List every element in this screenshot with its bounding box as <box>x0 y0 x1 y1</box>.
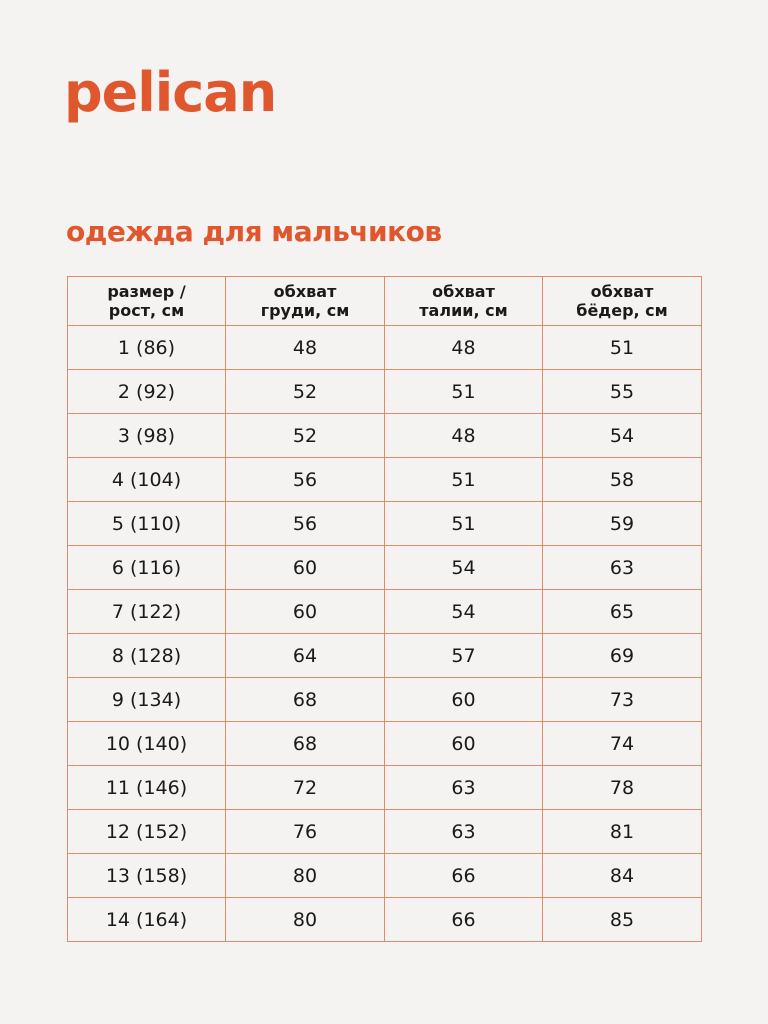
cell-size-height: 13 (158) <box>68 854 226 898</box>
table-row <box>68 634 702 678</box>
cell-waist: 54 <box>385 546 543 590</box>
cell-size-height: 8 (128) <box>68 634 226 678</box>
cell-hips: 78 <box>543 766 702 810</box>
cell-hips: 73 <box>543 678 702 722</box>
cell-waist: 60 <box>385 678 543 722</box>
table-row <box>68 590 702 634</box>
cell-size-height: 3 (98) <box>68 414 226 458</box>
cell-hips: 63 <box>543 546 702 590</box>
cell-hips: 81 <box>543 810 702 854</box>
table-row <box>68 854 702 898</box>
cell-chest: 48 <box>226 326 385 370</box>
cell-hips: 54 <box>543 414 702 458</box>
cell-waist: 60 <box>385 722 543 766</box>
cell-chest: 80 <box>226 898 385 942</box>
cell-size-height: 11 (146) <box>68 766 226 810</box>
table-row <box>68 458 702 502</box>
header-waist <box>385 277 543 326</box>
header-line: размер / <box>107 282 186 301</box>
table-row <box>68 898 702 942</box>
cell-hips: 65 <box>543 590 702 634</box>
cell-size-height: 9 (134) <box>68 678 226 722</box>
cell-hips: 74 <box>543 722 702 766</box>
cell-hips: 59 <box>543 502 702 546</box>
table-row <box>68 810 702 854</box>
cell-waist: 66 <box>385 854 543 898</box>
cell-hips: 51 <box>543 326 702 370</box>
cell-hips: 84 <box>543 854 702 898</box>
table-row <box>68 678 702 722</box>
table-row <box>68 722 702 766</box>
cell-waist: 48 <box>385 326 543 370</box>
cell-waist: 57 <box>385 634 543 678</box>
cell-waist: 51 <box>385 502 543 546</box>
header-line: обхват <box>273 282 337 301</box>
cell-chest: 60 <box>226 590 385 634</box>
cell-chest: 56 <box>226 502 385 546</box>
header-size-height <box>68 277 226 326</box>
cell-size-height: 5 (110) <box>68 502 226 546</box>
cell-chest: 64 <box>226 634 385 678</box>
table-row <box>68 326 702 370</box>
cell-chest: 68 <box>226 722 385 766</box>
cell-waist: 54 <box>385 590 543 634</box>
header-line: талии, см <box>419 301 508 320</box>
cell-size-height: 4 (104) <box>68 458 226 502</box>
cell-size-height: 2 (92) <box>68 370 226 414</box>
cell-chest: 52 <box>226 370 385 414</box>
cell-size-height: 7 (122) <box>68 590 226 634</box>
cell-size-height: 1 (86) <box>68 326 226 370</box>
table-header-row <box>68 277 702 326</box>
cell-chest: 76 <box>226 810 385 854</box>
cell-hips: 85 <box>543 898 702 942</box>
cell-waist: 51 <box>385 370 543 414</box>
table-row <box>68 370 702 414</box>
header-line: обхват <box>590 282 654 301</box>
section-title: одежда для мальчиков <box>66 215 442 248</box>
cell-waist: 51 <box>385 458 543 502</box>
cell-chest: 52 <box>226 414 385 458</box>
cell-chest: 72 <box>226 766 385 810</box>
brand-logo: pelican <box>64 61 277 124</box>
header-line: рост, см <box>108 301 185 320</box>
size-table <box>67 276 702 942</box>
cell-hips: 58 <box>543 458 702 502</box>
cell-chest: 68 <box>226 678 385 722</box>
cell-chest: 80 <box>226 854 385 898</box>
header-line: обхват <box>432 282 495 301</box>
header-chest <box>226 277 385 326</box>
header-line: груди, см <box>260 301 350 320</box>
table-body <box>68 326 702 942</box>
cell-size-height: 10 (140) <box>68 722 226 766</box>
cell-chest: 56 <box>226 458 385 502</box>
header-hips <box>543 277 702 326</box>
table-row <box>68 502 702 546</box>
cell-waist: 63 <box>385 810 543 854</box>
cell-waist: 48 <box>385 414 543 458</box>
cell-chest: 60 <box>226 546 385 590</box>
cell-size-height: 14 (164) <box>68 898 226 942</box>
table-row <box>68 546 702 590</box>
table-row <box>68 766 702 810</box>
header-line: бёдер, см <box>576 301 668 320</box>
cell-size-height: 12 (152) <box>68 810 226 854</box>
cell-hips: 69 <box>543 634 702 678</box>
cell-size-height: 6 (116) <box>68 546 226 590</box>
cell-waist: 66 <box>385 898 543 942</box>
cell-waist: 63 <box>385 766 543 810</box>
cell-hips: 55 <box>543 370 702 414</box>
table-row <box>68 414 702 458</box>
